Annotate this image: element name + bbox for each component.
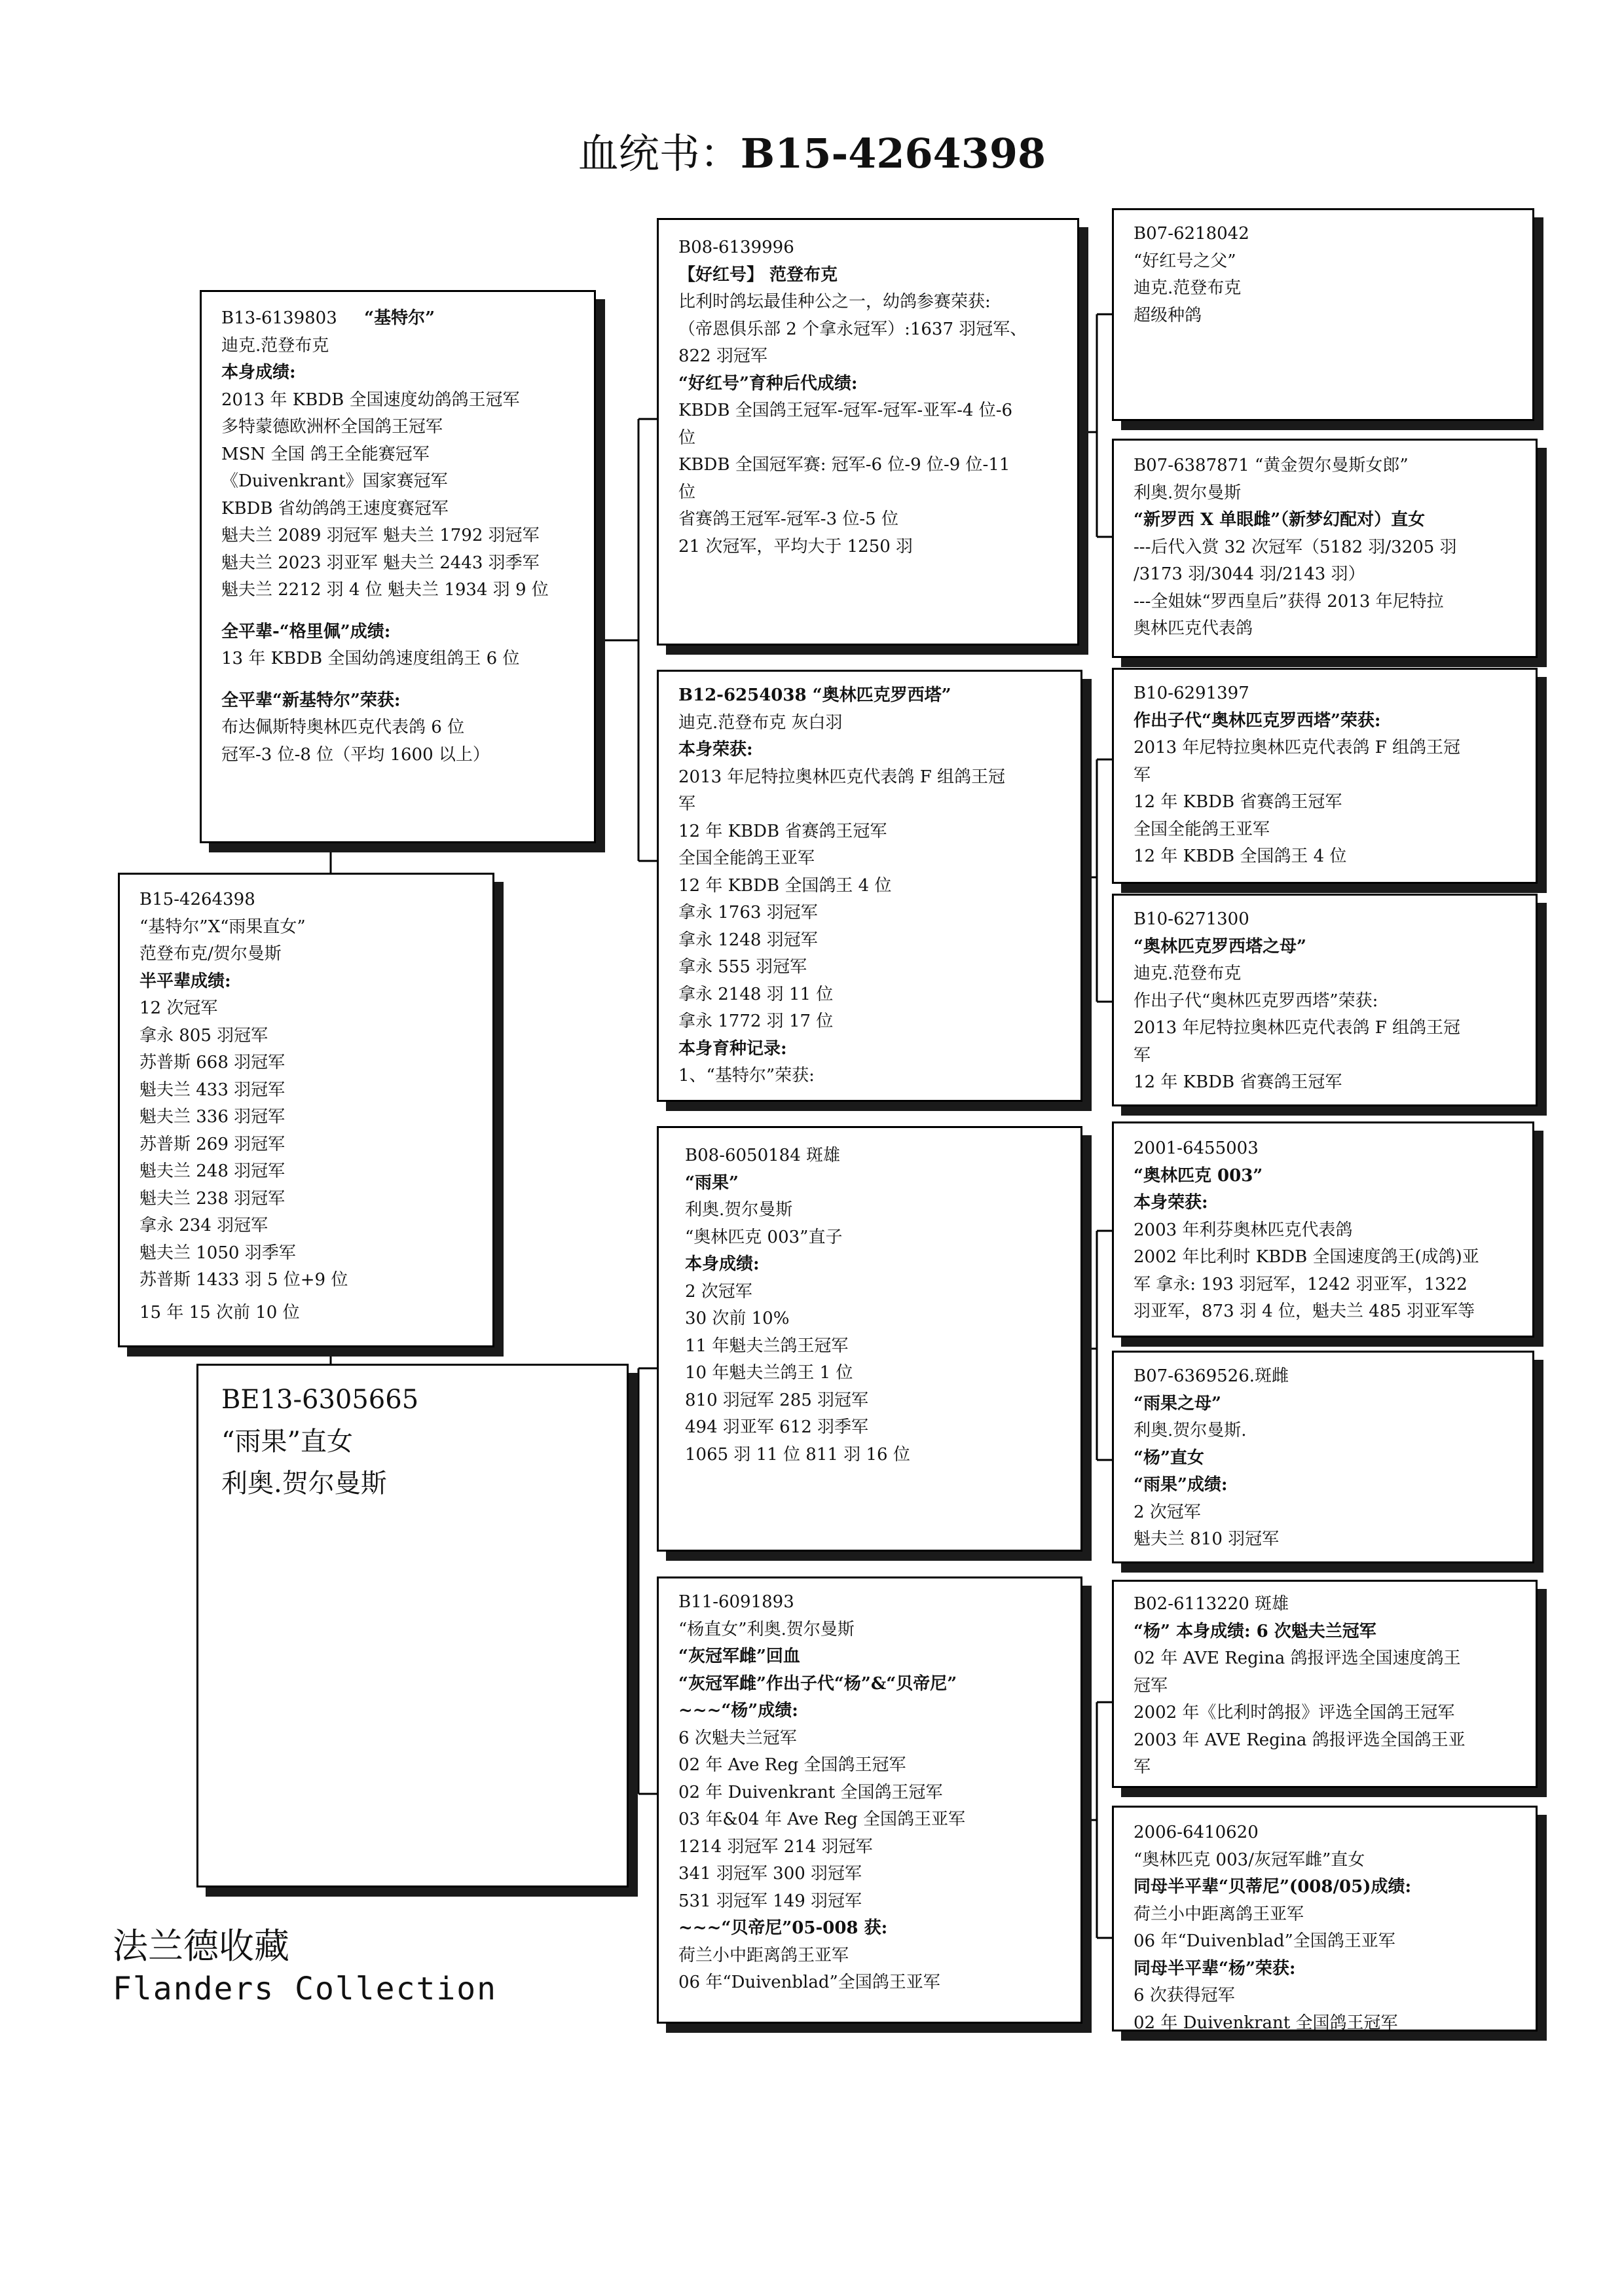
dam-sire-card: [657, 1126, 1082, 1552]
card-line: 02 年 AVE Regina 鸽报评选全国速度鸽王: [1134, 1649, 1461, 1668]
card-line: “奥林匹克 003”: [1134, 1165, 1263, 1186]
sibling1-achievement: 13 年 KBDB 全国幼鸽速度组鸽王 6 位: [221, 649, 520, 668]
card-line: 1214 羽冠军 214 羽冠军: [678, 1836, 873, 1857]
subject-line: 魁夫兰 248 羽冠军: [139, 1161, 286, 1181]
collection-name-en: Flanders Collection: [113, 1971, 498, 2007]
sibling2-achievement: 冠军-3 位-8 位（平均 1600 以上）: [221, 744, 490, 765]
card-line: B02-6113220 斑雄: [1134, 1594, 1289, 1614]
card-line: 军 拿永: 193 羽冠军，1242 羽亚军，1322: [1134, 1274, 1467, 1294]
sire-sire-card: [657, 218, 1079, 646]
card-line: 21 次冠军，平均大于 1250 羽: [678, 536, 913, 556]
card-line: 2 次冠军: [685, 1281, 752, 1302]
card-line: 荷兰小中距离鸽王亚军: [678, 1945, 849, 1965]
card-line: 全国全能鸽王亚军: [1134, 819, 1270, 839]
card-line: 军: [1134, 765, 1151, 785]
card-line: “雨果之母”: [1134, 1393, 1221, 1413]
sire-achievement: 《Duivenkrant》国家赛冠军: [221, 471, 448, 491]
sire-achievement: 魁夫兰 2023 羽亚军 魁夫兰 2443 羽季军: [221, 553, 540, 573]
card-line: 30 次前 10%: [685, 1309, 790, 1328]
sire-owner: 迪克.范登布克: [221, 335, 329, 355]
card-line: 1065 羽 11 位 811 羽 16 位: [685, 1444, 910, 1465]
card-line: 03 年&04 年 Ave Reg 全国鸽王亚军: [678, 1810, 966, 1829]
dam-sire-dam-card: [1112, 1351, 1534, 1563]
collection-name-cn: 法兰德收藏: [113, 1925, 289, 1967]
subject-card: [118, 873, 494, 1347]
card-line: B10-6271300: [1134, 909, 1249, 929]
dam-owner: 利奥.贺尔曼斯: [221, 1468, 387, 1499]
card-line: 822 羽冠军: [678, 346, 767, 366]
dam-name: “雨果”直女: [221, 1427, 353, 1457]
dam-dam-dam-card: [1112, 1806, 1538, 2032]
card-line: 利奥.贺尔曼斯: [685, 1200, 793, 1220]
subject-line: 苏普斯 668 羽冠军: [139, 1053, 286, 1072]
sire-dam-dam-card: [1112, 894, 1538, 1106]
subject-line: 12 次冠军: [139, 998, 218, 1018]
card-line: 迪克.范登布克 灰白羽: [678, 712, 843, 733]
dam-card: [196, 1364, 629, 1887]
card-heading: 同母半平辈“杨”荣获:: [1134, 1958, 1296, 1978]
card-heading: 同母半平辈“贝蒂尼”(008/05)成绩:: [1134, 1877, 1412, 1897]
card-line: 2006-6410620: [1134, 1823, 1259, 1842]
card-line: 2013 年尼特拉奥林匹克代表鸽 F 组鸽王冠: [1134, 738, 1461, 757]
sibling2-heading: 全平辈“新基特尔”荣获:: [221, 690, 401, 710]
card-line: 全国全能鸽王亚军: [678, 848, 815, 868]
card-line: “杨” 本身成绩: 6 次魁夫兰冠军: [1134, 1621, 1376, 1641]
card-line: B12-6254038 “奥林匹克罗西塔”: [678, 685, 951, 705]
card-line: 作出子代“奥林匹克罗西塔”荣获:: [1134, 991, 1378, 1011]
sire-code-line: B13-6139803 “基特尔”: [221, 308, 435, 328]
card-line: 11 年魁夫兰鸽王冠军: [685, 1336, 849, 1356]
card-line: 2013 年尼特拉奥林匹克代表鸽 F 组鸽王冠: [678, 767, 1006, 787]
card-line: 位: [678, 482, 696, 502]
subject-line: 拿永 234 羽冠军: [139, 1216, 268, 1235]
sire-achievements-heading: 本身成绩:: [221, 363, 296, 382]
card-line: 6 次获得冠军: [1134, 1986, 1235, 2005]
card-line: KBDB 全国冠军赛: 冠军-6 位-9 位-9 位-11: [678, 455, 1010, 475]
card-line: 1、“基特尔”荣获:: [678, 1066, 815, 1085]
subject-line: 15 年 15 次前 10 位: [139, 1302, 300, 1322]
card-line: 作出子代“奥林匹克罗西塔”荣获:: [1134, 710, 1381, 731]
card-line: “灰冠军雌”作出子代“杨”&“贝帝尼”: [678, 1673, 957, 1694]
card-line: 12 年 KBDB 省赛鸽王冠军: [1134, 1072, 1342, 1092]
card-line: B07-6387871 “黄金贺尔曼斯女郎”: [1134, 456, 1409, 475]
card-line: 迪克.范登布克: [1134, 278, 1242, 298]
sibling2-achievement: 布达佩斯特奥林匹克代表鸽 6 位: [221, 718, 465, 737]
subject-line: 苏普斯 269 羽冠军: [139, 1134, 286, 1154]
card-line: 利奥.贺尔曼斯: [1134, 483, 1242, 503]
card-line: 迪克.范登布克: [1134, 964, 1242, 983]
card-line: “好红号之父”: [1134, 251, 1236, 271]
card-line: 荷兰小中距离鸽王亚军: [1134, 1904, 1304, 1924]
card-line: “奥林匹克 003/灰冠军雌”直女: [1134, 1850, 1365, 1870]
card-line: 12 年 KBDB 全国鸽王 4 位: [678, 875, 892, 896]
card-line: B08-6139996: [678, 238, 794, 257]
card-line: /3173 羽/3044 羽/2143 羽）: [1134, 564, 1365, 584]
card-heading: 本身荣获:: [1134, 1193, 1208, 1212]
card-line: 06 年“Duivenblad”全国鸽王亚军: [1134, 1931, 1395, 1951]
sire-achievement: 魁夫兰 2089 羽冠军 魁夫兰 1792 羽冠军: [221, 526, 540, 545]
card-line: “杨直女”利奥.贺尔曼斯: [678, 1619, 855, 1639]
card-line: 位: [678, 428, 696, 448]
card-line: 02 年 Duivenkrant 全国鸽王冠军: [1134, 2013, 1398, 2032]
card-line: B10-6291397: [1134, 683, 1249, 703]
subject-line: B15-4264398: [139, 890, 255, 909]
subject-heading: 半平辈成绩:: [139, 971, 231, 991]
card-line: 比利时鸽坛最佳种公之一，幼鸽参赛荣获:: [678, 292, 991, 312]
page-title: 血统书：B15-4264398: [578, 130, 1046, 177]
dam-dam-card: [657, 1576, 1082, 2024]
card-line: “杨”直女: [1134, 1448, 1204, 1468]
card-line: “奥林匹克罗西塔之母”: [1134, 936, 1306, 957]
card-heading: 本身荣获:: [678, 740, 753, 759]
card-line: 利奥.贺尔曼斯.: [1134, 1421, 1247, 1440]
card-line: 省赛鸽王冠军-冠军-3 位-5 位: [678, 509, 898, 529]
card-line: 2002 年比利时 KBDB 全国速度鸽王(成鸽)亚: [1134, 1247, 1479, 1267]
sire-dam-sire-card: [1112, 668, 1538, 884]
card-line: 2002 年《比利时鸽报》评选全国鸽王冠军: [1134, 1703, 1455, 1722]
card-line: 奥林匹克代表鸽: [1134, 619, 1253, 638]
card-line: 810 羽冠军 285 羽冠军: [685, 1390, 869, 1410]
card-line: 2003 年 AVE Regina 鸽报评选全国鸽王亚: [1134, 1730, 1466, 1750]
card-line: 06 年“Duivenblad”全国鸽王亚军: [678, 1973, 940, 1992]
card-line: 494 羽亚军 612 羽季军: [685, 1417, 869, 1437]
sire-achievement: MSN 全国 鸽王全能赛冠军: [221, 444, 430, 464]
sire-card: [200, 290, 596, 843]
card-line: 冠军: [1134, 1675, 1168, 1696]
subject-line: “基特尔”X“雨果直女”: [139, 917, 306, 937]
card-line: B08-6050184 斑雄: [685, 1146, 841, 1165]
card-line: 拿永 1763 羽冠军: [678, 903, 818, 922]
dam-sire-sire-card: [1112, 1121, 1534, 1338]
card-heading: 本身育种记录:: [678, 1038, 787, 1059]
subject-line: 魁夫兰 433 羽冠军: [139, 1080, 286, 1100]
card-line: 2013 年尼特拉奥林匹克代表鸽 F 组鸽王冠: [1134, 1018, 1461, 1038]
card-line: 军: [1134, 1757, 1151, 1777]
subject-line: 范登布克/贺尔曼斯: [139, 944, 282, 964]
card-line: 拿永 1248 羽冠军: [678, 930, 818, 950]
card-line: 拿永 1772 羽 17 位: [678, 1011, 834, 1031]
sibling1-heading: 全平辈-“格里佩”成绩:: [221, 621, 391, 642]
card-heading: ~~~“杨”成绩:: [678, 1701, 798, 1721]
card-heading: “好红号”育种后代成绩:: [678, 373, 858, 393]
sire-achievement: 2013 年 KBDB 全国速度幼鸽鸽王冠军: [221, 390, 520, 410]
card-line: 12 年 KBDB 全国鸽王 4 位: [1134, 847, 1347, 866]
dam-dam-sire-card: [1112, 1580, 1538, 1788]
sire-dam-card: [657, 670, 1082, 1102]
card-line: 02 年 Duivenkrant 全国鸽王冠军: [678, 1782, 943, 1802]
card-heading: 本身成绩:: [685, 1254, 760, 1274]
card-line: 军: [1134, 1045, 1151, 1065]
card-line: 军: [678, 794, 696, 814]
card-line: （帝恩俱乐部 2 个拿永冠军）:1637 羽冠军、: [678, 319, 1027, 339]
subject-line: 魁夫兰 238 羽冠军: [139, 1188, 286, 1209]
card-line: ---后代入赏 32 次冠军（5182 羽/3205 羽: [1134, 537, 1457, 557]
card-line: 12 年 KBDB 省赛鸽王冠军: [678, 821, 887, 841]
subject-line: 苏普斯 1433 羽 5 位+9 位: [139, 1270, 348, 1290]
card-line: 【好红号】 范登布克: [678, 264, 838, 285]
card-line: 2 次冠军: [1134, 1502, 1201, 1522]
card-line: KBDB 全国鸽王冠军-冠军-冠军-亚军-4 位-6: [678, 401, 1013, 420]
dam-code: BE13-6305665: [221, 1385, 419, 1415]
card-heading: “雨果”成绩:: [1134, 1475, 1228, 1495]
card-line: B11-6091893: [678, 1592, 794, 1612]
card-line: “灰冠军雌”回血: [678, 1647, 800, 1666]
card-line: ---全姐妹“罗西皇后”获得 2013 年尼特拉: [1134, 591, 1444, 611]
subject-line: 魁夫兰 336 羽冠军: [139, 1107, 286, 1127]
card-line: “雨果”: [685, 1173, 739, 1193]
card-line: 羽亚军，873 羽 4 位，魁夫兰 485 羽亚军等: [1134, 1302, 1475, 1321]
subject-line: 魁夫兰 1050 羽季军: [139, 1243, 296, 1263]
sire-sire-dam-card: [1112, 439, 1538, 658]
card-line: 超级种鸽: [1134, 305, 1202, 325]
card-line: B07-6369526.斑雌: [1134, 1366, 1289, 1386]
card-line: 341 羽冠军 300 羽冠军: [678, 1864, 862, 1884]
card-line: 拿永 555 羽冠军: [678, 957, 807, 977]
card-line: 10 年魁夫兰鸽王 1 位: [685, 1363, 853, 1383]
card-line: 531 羽冠军 149 羽冠军: [678, 1891, 862, 1911]
sire-achievement: 多特蒙德欧洲杯全国鸽王冠军: [221, 417, 443, 437]
sire-sire-sire-card: [1112, 208, 1534, 421]
card-line: 拿永 2148 羽 11 位: [678, 984, 834, 1004]
card-line: 2003 年利芬奥林匹克代表鸽: [1134, 1220, 1353, 1240]
card-line: “奥林匹克 003”直子: [685, 1227, 843, 1247]
card-line: 6 次魁夫兰冠军: [678, 1728, 797, 1748]
sire-achievement: 魁夫兰 2212 羽 4 位 魁夫兰 1934 羽 9 位: [221, 580, 549, 600]
card-line: 2001-6455003: [1134, 1139, 1259, 1158]
card-line: 魁夫兰 810 羽冠军: [1134, 1529, 1280, 1549]
subject-line: 拿永 805 羽冠军: [139, 1025, 268, 1046]
card-heading: ~~~“贝帝尼”05-008 获:: [678, 1918, 888, 1938]
card-line: 02 年 Ave Reg 全国鸽王冠军: [678, 1755, 906, 1775]
card-line: 12 年 KBDB 省赛鸽王冠军: [1134, 792, 1342, 812]
sire-achievement: KBDB 省幼鸽鸽王速度赛冠军: [221, 498, 449, 519]
card-line: “新罗西 X 单眼雌”（新梦幻配对）直女: [1134, 510, 1426, 530]
card-line: B07-6218042: [1134, 224, 1249, 244]
